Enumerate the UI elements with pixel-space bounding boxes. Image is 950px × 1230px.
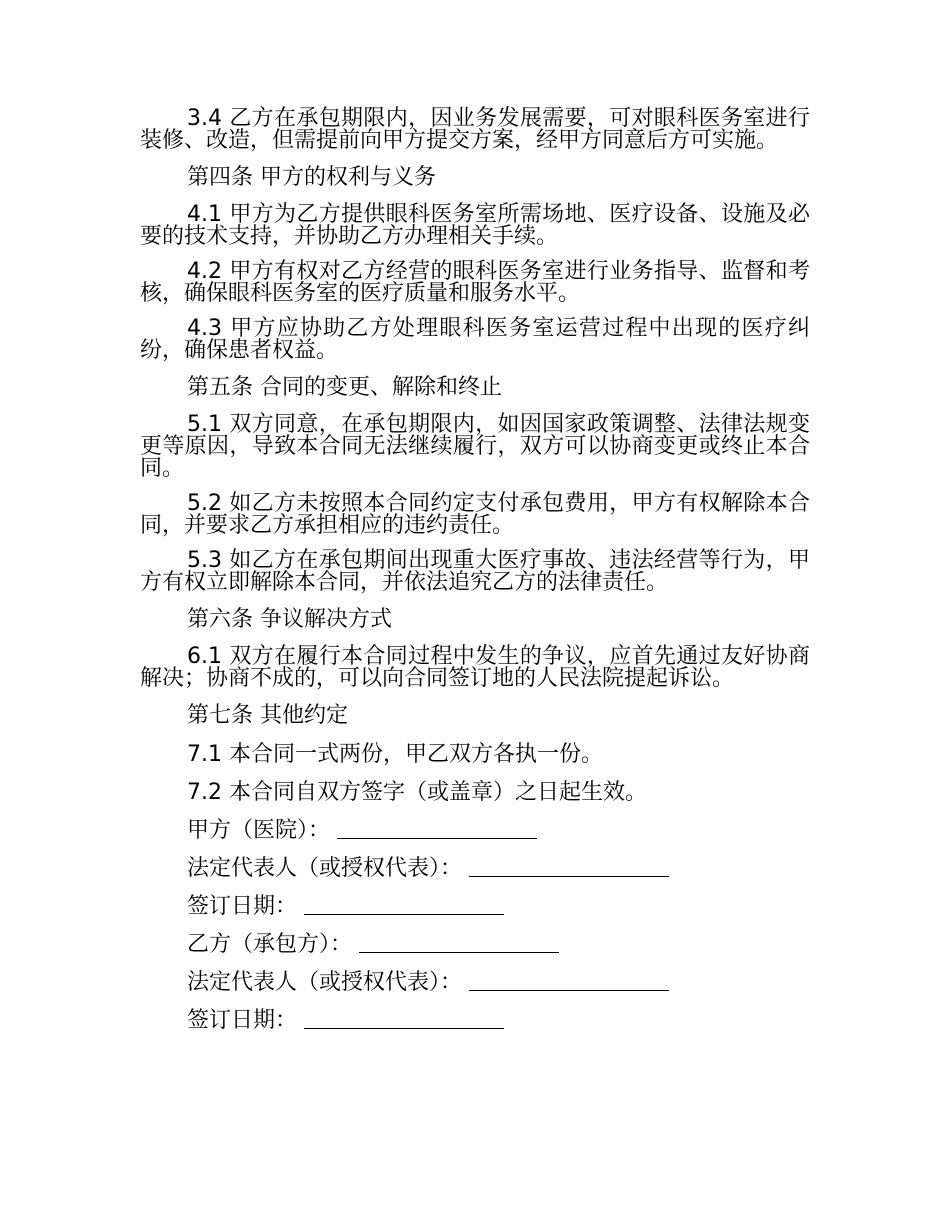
contract-clauses xyxy=(140,108,810,806)
article-4-heading: 第四条 甲方的权利与义务 xyxy=(187,165,436,190)
article-5-heading: 第五条 合同的变更、解除和终止 xyxy=(187,375,502,400)
party-b-representative-field xyxy=(187,970,810,996)
clause-3-4: 3.4 乙方在承包期限内，因业务发展需要，可对眼科医务室进行装修、改造，但需提前向甲方提交方案，经甲方同意后方可实施。 xyxy=(140,106,810,153)
clause-5-2: 5.2 如乙方未按照本合同约定支付承包费用，甲方有权解除本合同，并要求乙方承担相应的违约责任。 xyxy=(140,491,810,538)
signature-label: 乙方（承包方）： xyxy=(187,932,353,957)
party-a-representative-field xyxy=(187,856,810,882)
party-a-field xyxy=(187,818,810,844)
article-7-heading: 第七条 其他约定 xyxy=(187,703,348,728)
article-6-heading: 第六条 争议解决方式 xyxy=(187,607,392,632)
clause-5-1: 5.1 双方同意，在承包期限内，如因国家政策调整、法律法规变更等原因，导致本合同无法继续履行，双方可以协商变更或终止本合同。 xyxy=(140,412,810,481)
party-a-date-field xyxy=(187,894,810,920)
signature-blank-line[interactable] xyxy=(469,856,669,877)
signature-label: 签订日期： xyxy=(187,894,298,919)
signature-label: 签订日期： xyxy=(187,1008,298,1033)
clause-4-2: 4.2 甲方有权对乙方经营的眼科医务室进行业务指导、监督和考核，确保眼科医务室的医疗质量和服务水平。 xyxy=(140,259,810,306)
clause-5-3: 5.3 如乙方在承包期间出现重大医疗事故、违法经营等行为，甲方有权立即解除本合同，并依法追究乙方的法律责任。 xyxy=(140,548,810,595)
clause-4-1: 4.1 甲方为乙方提供眼科医务室所需场地、医疗设备、设施及必要的技术支持，并协助乙方办理相关手续。 xyxy=(140,202,810,249)
signature-label: 法定代表人（或授权代表）： xyxy=(187,856,463,881)
contract-body xyxy=(140,108,810,1046)
clause-4-3: 4.3 甲方应协助乙方处理眼科医务室运营过程中出现的医疗纠纷，确保患者权益。 xyxy=(140,316,810,363)
signature-blank-line[interactable] xyxy=(304,1008,504,1029)
signature-block xyxy=(140,818,810,1034)
signature-blank-line[interactable] xyxy=(469,970,669,991)
signature-label: 法定代表人（或授权代表）： xyxy=(187,970,463,995)
clause-7-2: 7.2 本合同自双方签字（或盖章）之日起生效。 xyxy=(187,780,647,805)
signature-blank-line[interactable] xyxy=(304,894,504,915)
clause-6-1: 6.1 双方在履行本合同过程中发生的争议，应首先通过友好协商解决；协商不成的，可以向合同签订地的人民法院提起诉讼。 xyxy=(140,644,810,691)
signature-blank-line[interactable] xyxy=(359,932,559,953)
signature-blank-line[interactable] xyxy=(337,818,537,839)
party-b-field xyxy=(187,932,810,958)
clause-7-1: 7.1 本合同一式两份，甲乙双方各执一份。 xyxy=(187,742,603,767)
signature-label: 甲方（医院）： xyxy=(187,818,331,843)
party-b-date-field xyxy=(187,1008,810,1034)
